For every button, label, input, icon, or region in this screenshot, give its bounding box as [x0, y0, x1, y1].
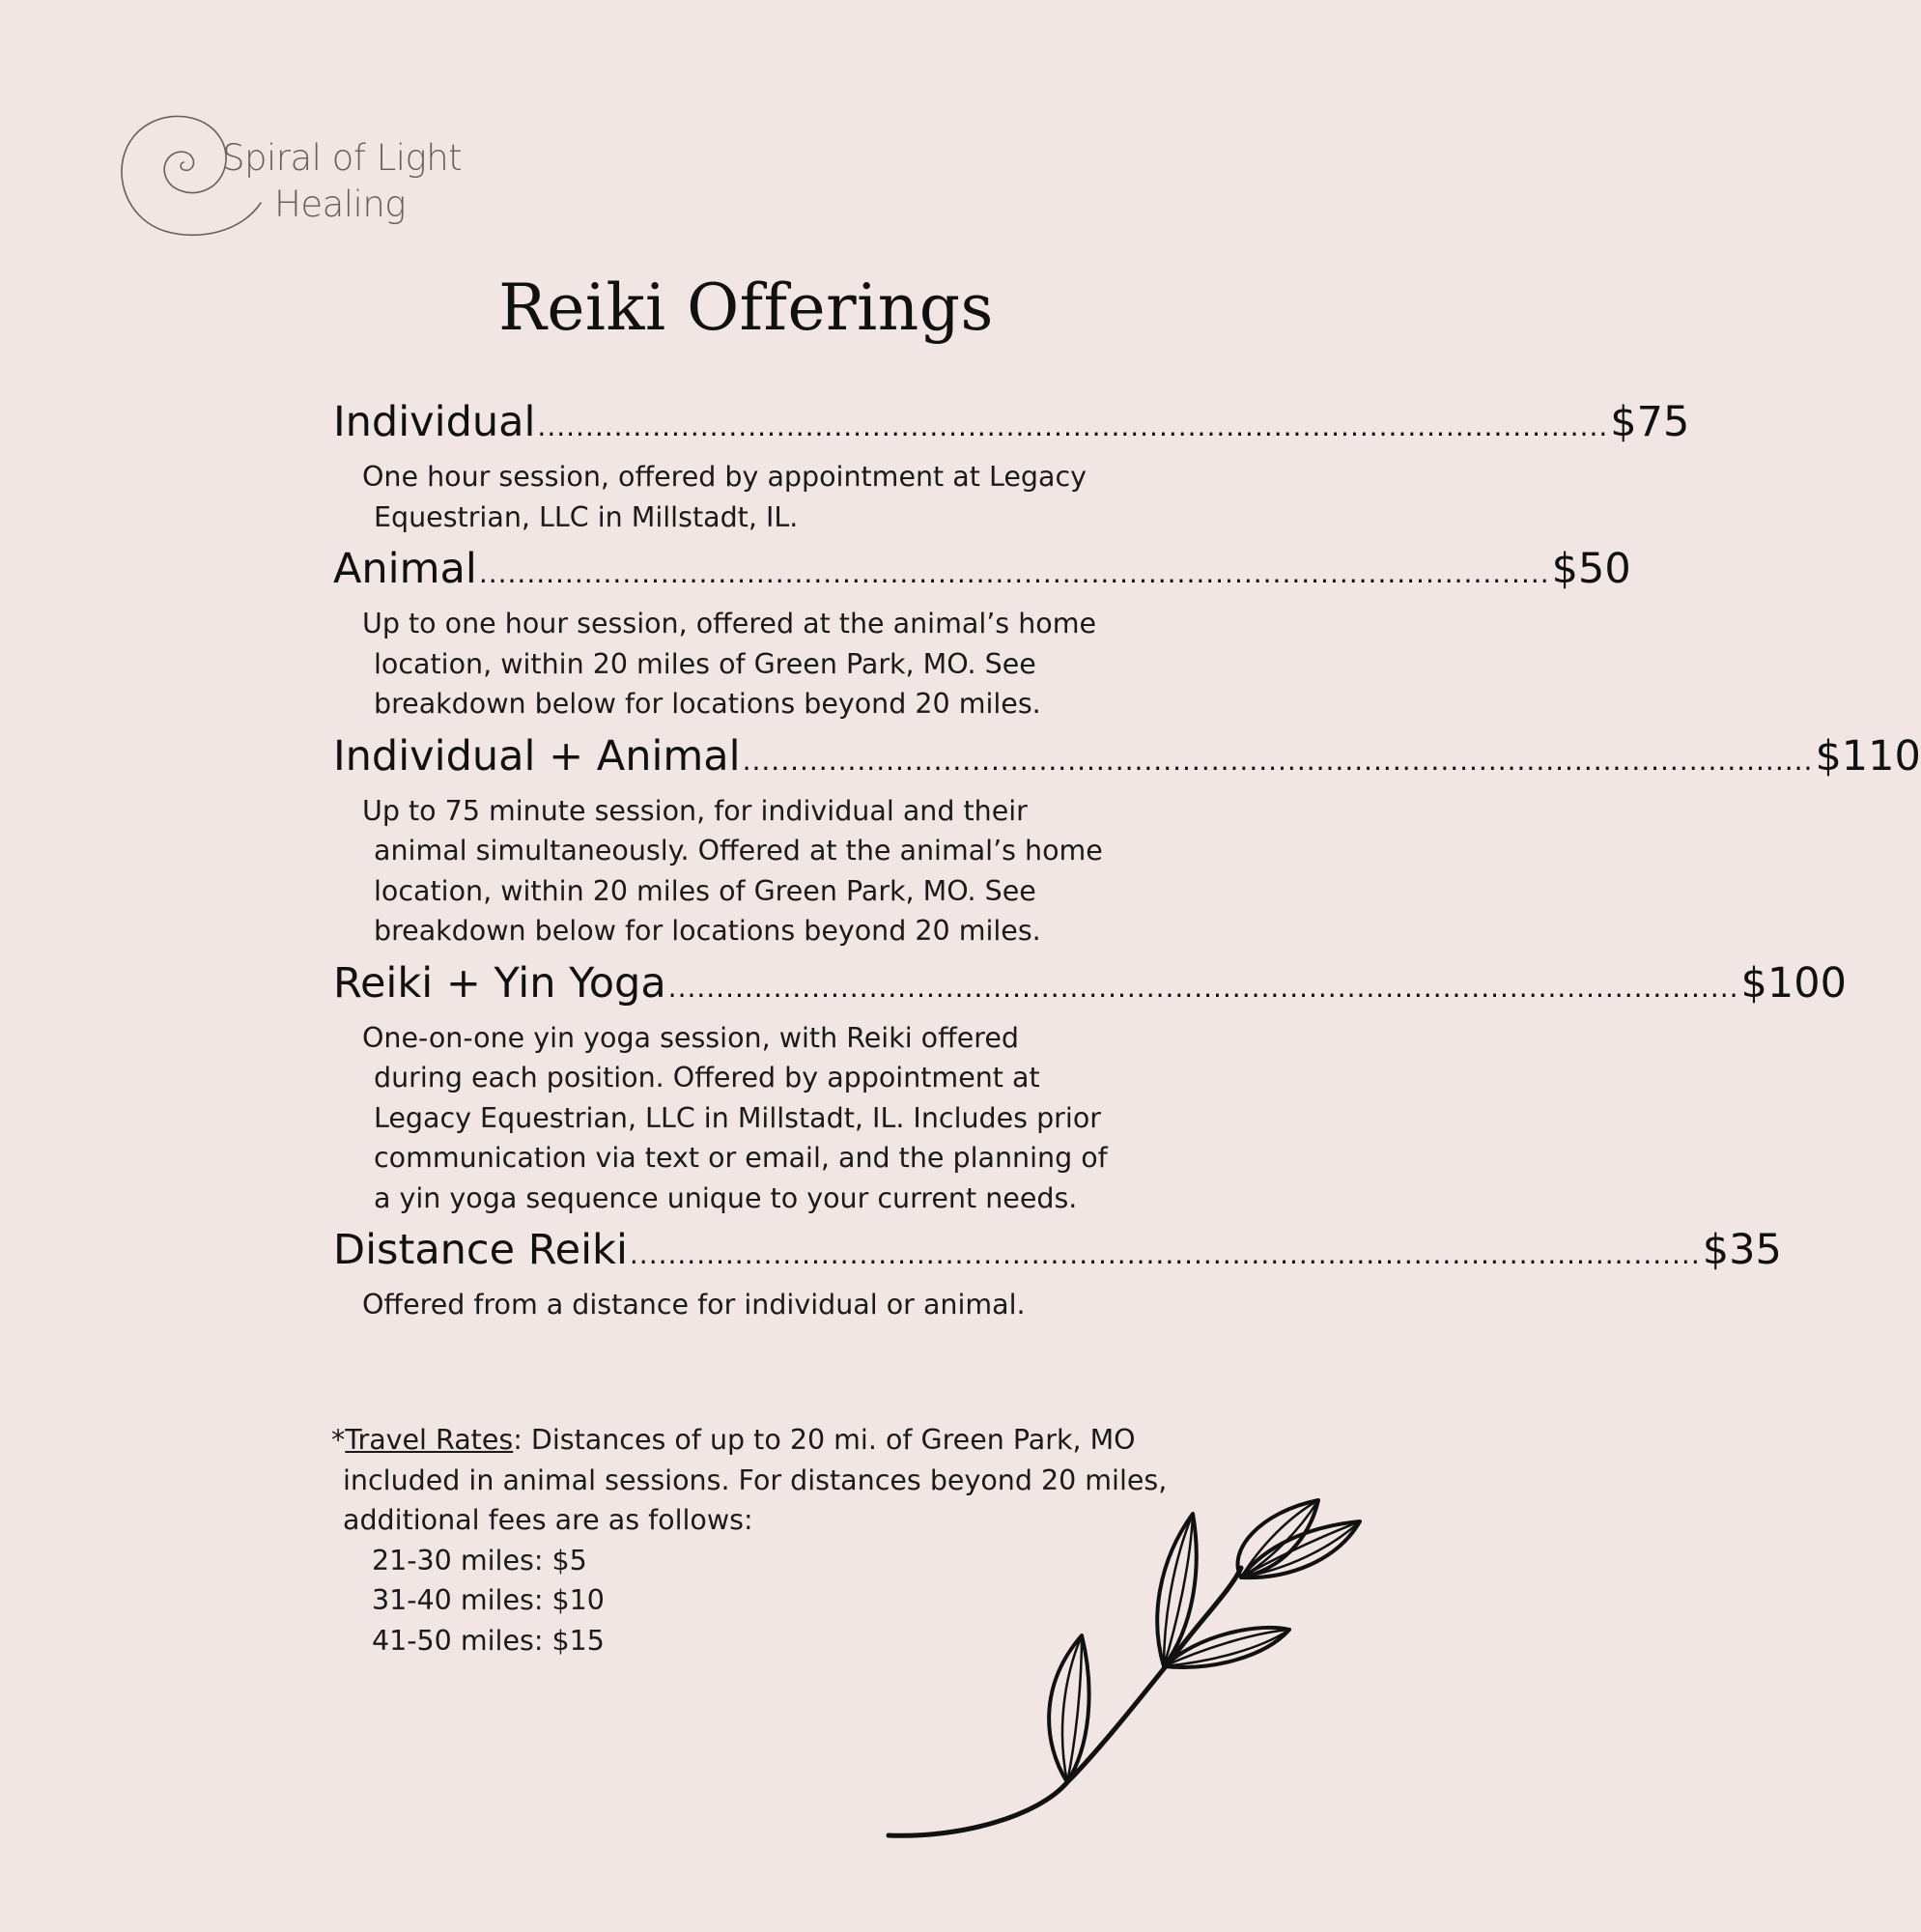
offering-header — [333, 394, 1690, 455]
dot-leader: ................................................................................................................ — [537, 411, 1609, 442]
offering-individual-animal — [333, 728, 1921, 952]
dot-leader: ................................................................................................................ — [629, 1238, 1701, 1270]
offering-price: $100 — [1740, 958, 1847, 1008]
travel-rate-item: 41-50 miles: $15 — [372, 1624, 605, 1657]
spiral-icon — [118, 114, 263, 244]
offering-header — [333, 955, 1847, 1016]
offering-reiki-yin-yoga — [333, 955, 1847, 1219]
offering-description: One hour session, offered by appointment at Legacy Equestrian, LLC in Millstadt, IL. — [362, 461, 1087, 533]
travel-rate-item: 21-30 miles: $5 — [372, 1544, 587, 1577]
offering-name: Animal — [333, 545, 477, 593]
offering-price: $110 — [1815, 731, 1921, 781]
offering-name: Individual — [333, 398, 536, 446]
offerings-list — [333, 394, 1921, 1329]
offering-description: Up to one hour session, offered at the animal’s home location, within 20 miles of Green Park, MO. See breakdown below for locations beyond 20 miles. — [362, 608, 1096, 720]
offering-price: $75 — [1610, 398, 1690, 446]
offering-name: Distance Reiki — [333, 1226, 628, 1274]
offering-description: One-on-one yin yoga session, with Reiki offered during each position. Offered by appointment at Legacy Equestrian, LLC in Millstadt, IL. Includes prior communication via text or email, and the planning of a yin yoga sequence unique to your current needs. — [362, 1021, 1108, 1214]
dot-leader: ................................................................................................................ — [478, 557, 1550, 589]
offering-animal — [333, 541, 1631, 724]
brand-name-line1: Spiral of Light — [222, 137, 463, 179]
offering-name: Reiki + Yin Yoga — [333, 958, 666, 1008]
offering-name: Individual + Animal — [333, 731, 741, 781]
travel-rate-item: 31-40 miles: $10 — [372, 1584, 605, 1616]
offering-price: $50 — [1551, 545, 1631, 593]
dot-leader: ................................................................................................................ — [667, 971, 1739, 1004]
brand-logo — [118, 114, 463, 244]
offering-header — [333, 541, 1631, 602]
offering-header — [333, 1222, 1782, 1283]
offering-description: Up to 75 minute session, for individual and their animal simultaneously. Offered at the animal’s home location, within 20 miles of Green Park, MO. See breakdown below for locations beyond 20 miles. — [362, 794, 1103, 947]
offering-individual — [333, 394, 1690, 537]
offering-price: $35 — [1702, 1226, 1782, 1274]
travel-rates-text: : Distances of up to 20 mi. of Green Park, MO included in animal sessions. For distances beyond 20 miles, additional fees are as follows: — [343, 1424, 1168, 1536]
travel-rates-label: Travel Rates — [345, 1424, 514, 1456]
dot-leader: ................................................................................................................ — [742, 744, 1814, 777]
offering-header — [333, 728, 1921, 789]
offering-description: Offered from a distance for individual or animal. — [362, 1289, 1026, 1321]
page-title: Reiki Offerings — [498, 270, 994, 345]
brand-name-line2: Healing — [274, 184, 406, 225]
leaf-branch-icon — [884, 1492, 1367, 1850]
offering-distance-reiki — [333, 1222, 1782, 1325]
asterisk: * — [331, 1424, 346, 1456]
